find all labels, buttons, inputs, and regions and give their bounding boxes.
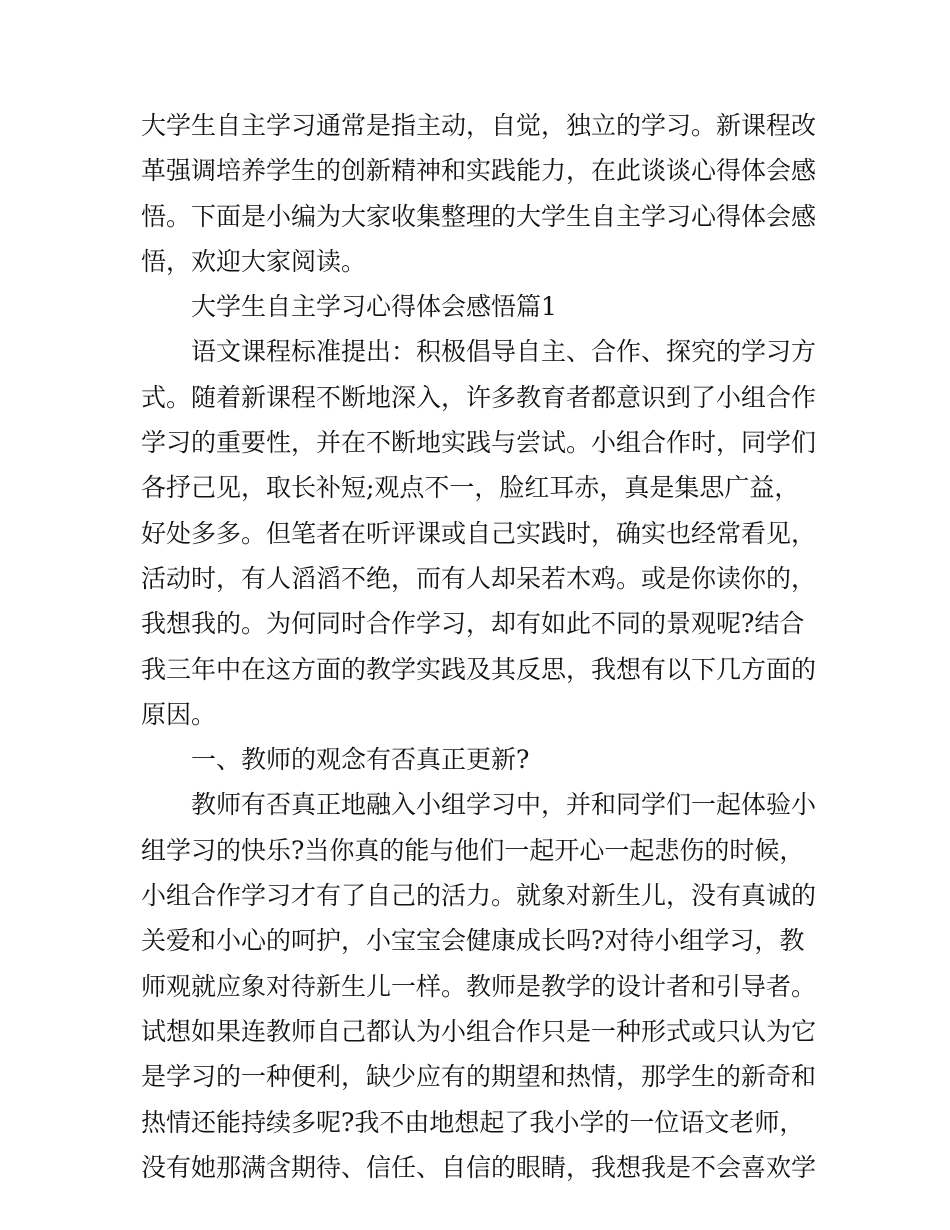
text-line: 试想如果连教师自己都认为小组合作只是一种形式或只认为它 (141, 1016, 817, 1046)
text-line: 组学习的快乐?当你真的能与他们一起开心一起悲伤的时候， (141, 835, 805, 865)
text-line: 我想我的。为何同时合作学习，却有如此不同的景观呢?结合 (141, 609, 805, 639)
text-line: 热情还能持续多呢?我不由地想起了我小学的一位语文老师， (141, 1107, 805, 1137)
section-heading: 大学生自主学习心得体会感悟篇1 (191, 292, 557, 322)
text-line: 是学习的一种便利，缺少应有的期望和热情，那学生的新奇和 (141, 1062, 817, 1092)
text-line: 教师有否真正地融入小组学习中，并和同学们一起体验小 (191, 790, 817, 820)
text-line: 革强调培养学生的创新精神和实践能力，在此谈谈心得体会感 (141, 156, 817, 186)
text-line: 我三年中在这方面的教学实践及其反思，我想有以下几方面的 (141, 654, 817, 684)
text-line: 悟，欢迎大家阅读。 (141, 246, 367, 276)
text-line: 语文课程标准提出：积极倡导自主、合作、探究的学习方 (191, 337, 817, 367)
text-line: 师观就应象对待新生儿一样。教师是教学的设计者和引导者。 (141, 971, 817, 1001)
text-line: 活动时，有人滔滔不绝，而有人却呆若木鸡。或是你读你的， (141, 563, 817, 593)
text-line: 原因。 (141, 699, 217, 729)
document-body (141, 103, 821, 1190)
text-line: 没有她那满含期待、信任、自信的眼睛，我想我是不会喜欢学 (141, 1152, 817, 1182)
text-line: 小组合作学习才有了自己的活力。就象对新生儿，没有真诚的 (141, 881, 817, 911)
text-line: 大学生自主学习通常是指主动，自觉，独立的学习。新课程改 (141, 111, 817, 140)
text-line: 好处多多。但笔者在听评课或自己实践时，确实也经常看见， (141, 518, 817, 548)
text-line: 各抒己见，取长补短;观点不一，脸红耳赤，真是集思广益， (141, 473, 800, 503)
text-line: 悟。下面是小编为大家收集整理的大学生自主学习心得体会感 (141, 201, 817, 231)
text-line: 式。随着新课程不断地深入，许多教育者都意识到了小组合作 (141, 382, 817, 412)
text-line: 关爱和小心的呵护，小宝宝会健康成长吗?对待小组学习，教 (141, 926, 805, 956)
text-line: 学习的重要性，并在不断地实践与尝试。小组合作时，同学们 (141, 428, 817, 458)
section-heading: 一、教师的观念有否真正更新? (191, 745, 530, 775)
